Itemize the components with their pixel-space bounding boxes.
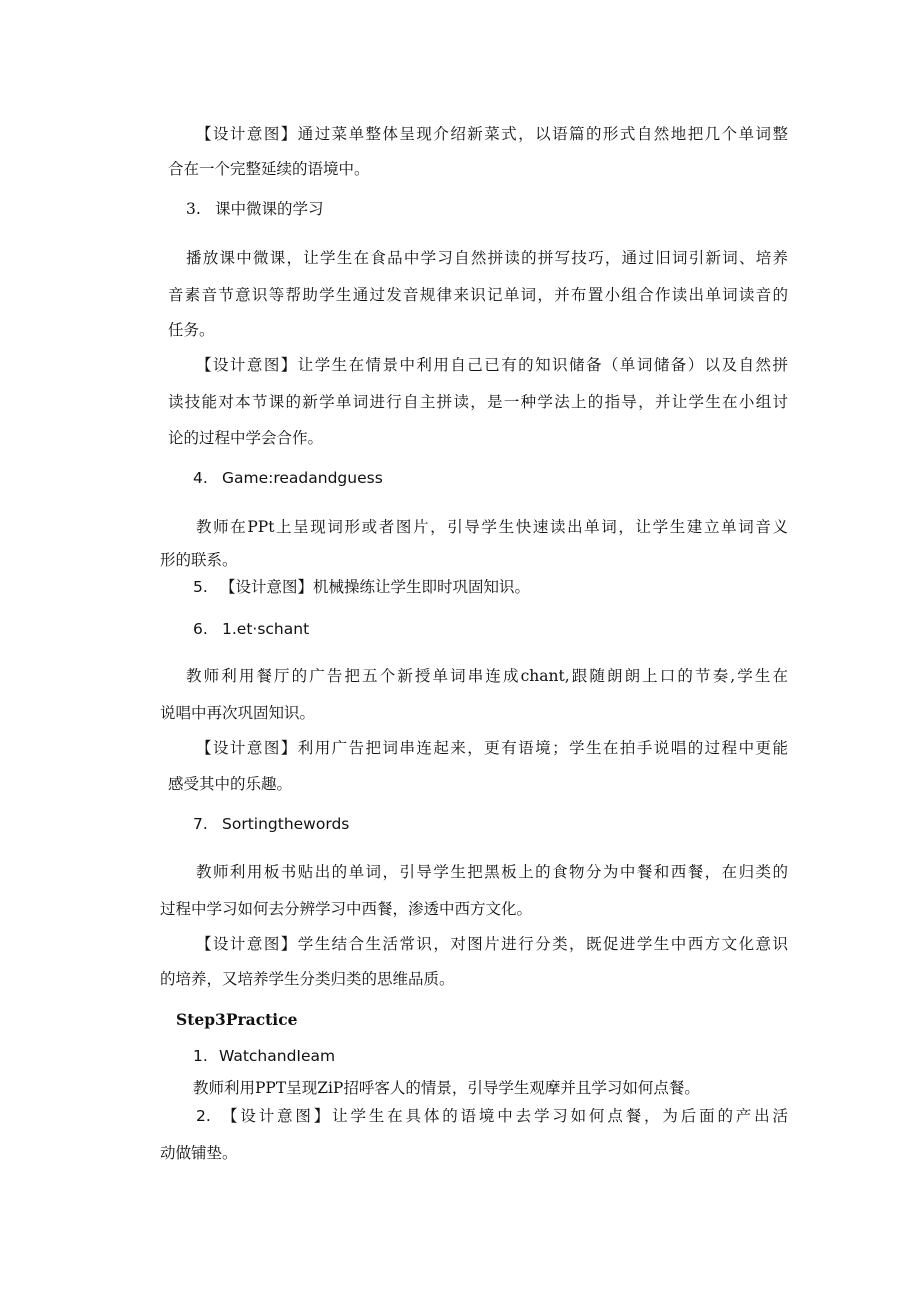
list-item-text: Sortingthewords	[222, 815, 350, 833]
paragraph-line: 【设计意图】利用广告把词串连起来，更有语境；学生在拍手说唱的过程中更能	[196, 739, 788, 757]
paragraph-line: 【设计意图】学生结合生活常识，对图片进行分类，既促进学生中西方文化意识	[196, 935, 788, 953]
paragraph-line: 【设计意图】通过菜单整体呈现介绍新菜式，以语篇的形式自然地把几个单词整	[196, 125, 788, 143]
paragraph-line: 形的联系。	[160, 551, 238, 569]
paragraph-line: 【设计意图】让学生在情景中利用自己已有的知识储备（单词储备）以及自然拼	[196, 356, 788, 374]
paragraph-line: 动做铺垫。	[160, 1144, 238, 1162]
list-item-number: 6.	[193, 620, 208, 638]
list-item-text: Game:readandguess	[222, 469, 383, 487]
paragraph-line: 教师利用PPT呈现ZiP招呼客人的情景，引导学生观摩并且学习如何点餐。	[193, 1079, 700, 1097]
paragraph-line: 论的过程中学会合作。	[168, 429, 324, 447]
paragraph-line: 说唱中再次巩固知识。	[160, 704, 316, 722]
list-item-text: 【设计意图】让学生在具体的语境中去学习如何点餐，为后面的产出活	[222, 1107, 788, 1125]
paragraph-line: 音素音节意识等帮助学生通过发音规律来识记单词，并布置小组合作读出单词读音的	[168, 286, 788, 304]
paragraph-line: 教师利用板书贴出的单词，引导学生把黑板上的食物分为中餐和西餐，在归类的	[196, 863, 788, 881]
section-heading: Step3Practice	[176, 1010, 298, 1029]
paragraph-line: 感受其中的乐趣。	[168, 775, 293, 793]
list-item-text: 课中微课的学习	[215, 200, 324, 218]
list-item-text: 1.et·schant	[222, 620, 310, 638]
paragraph-line: 播放课中微课，让学生在食品中学习自然拼读的拼写技巧，通过旧词引新词、培养	[186, 249, 788, 267]
paragraph-line: 教师在PPt上呈现词形或者图片，引导学生快速读出单词，让学生建立单词音义	[196, 518, 788, 536]
paragraph-line: 任务。	[168, 321, 215, 339]
paragraph-line: 过程中学习如何去分辨学习中西餐，渗透中西方文化。	[160, 900, 533, 918]
list-item-text: WatchandIeam	[219, 1047, 336, 1065]
paragraph-line: 读技能对本节课的新学单词进行自主拼读，是一种学法上的指导，并让学生在小组讨	[168, 393, 788, 411]
list-item-number: 2.	[196, 1107, 211, 1125]
list-item-number: 3.	[186, 200, 201, 218]
paragraph-line: 合在一个完整延续的语境中。	[168, 160, 370, 178]
list-item-number: 4.	[193, 469, 208, 487]
paragraph-line: 的培养，又培养学生分类归类的思维品质。	[160, 970, 455, 988]
list-item-text: 【设计意图】机械操练让学生即时巩固知识。	[220, 578, 531, 596]
list-item-number: 7.	[193, 815, 208, 833]
list-item-number: 5.	[193, 578, 208, 596]
list-item-number: 1.	[193, 1047, 208, 1065]
paragraph-line: 教师利用餐厅的广告把五个新授单词串连成chant,跟随朗朗上口的节奏,学生在	[186, 667, 788, 685]
